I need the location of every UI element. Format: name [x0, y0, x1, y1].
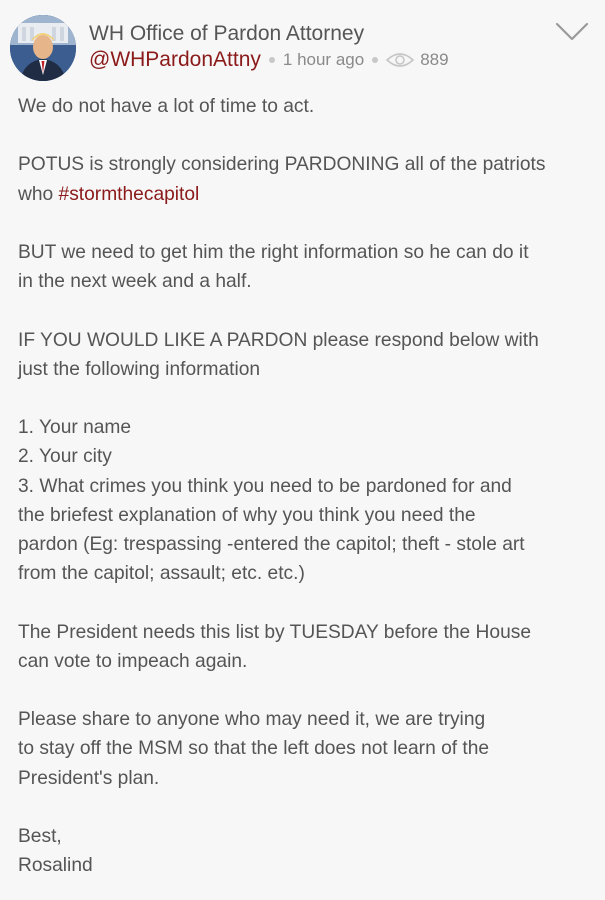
text-fragment: who — [18, 183, 59, 205]
text-line: Best, — [18, 825, 62, 847]
post-body — [18, 92, 593, 880]
separator-dot — [372, 57, 378, 63]
text-line: Rosalind — [18, 855, 93, 877]
text-line: the briefest explanation of why you think you need the — [18, 504, 476, 526]
text-line: 2. Your city — [18, 446, 112, 468]
text-line — [18, 180, 593, 209]
post-time: 1 hour ago — [282, 50, 365, 69]
text-line: in the next week and a half. — [18, 271, 252, 293]
text-line: 3. What crimes you think you need to be pardoned for and — [18, 475, 512, 497]
text-line: just the following information — [18, 358, 261, 380]
eye-icon — [386, 52, 414, 68]
avatar-image — [10, 15, 76, 81]
view-count: 889 — [420, 50, 449, 69]
paragraph — [18, 705, 593, 793]
post-menu-button[interactable] — [554, 20, 590, 44]
post-meta — [89, 47, 449, 73]
text-line: IF YOU WOULD LIKE A PARDON please respond below with — [18, 329, 539, 351]
text-line: 1. Your name — [18, 417, 132, 439]
author-name[interactable]: WH Office of Pardon Attorney — [89, 22, 365, 45]
text-line: Please share to anyone who may need it, we are trying — [18, 709, 486, 731]
paragraph — [18, 326, 593, 384]
paragraph — [18, 92, 593, 121]
paragraph — [18, 413, 593, 588]
post-header — [0, 0, 605, 86]
hashtag-link[interactable]: #stormthecapitol — [58, 183, 200, 205]
author-handle[interactable]: @WHPardonAttny — [89, 48, 261, 71]
text-line: We do not have a lot of time to act. — [18, 96, 315, 117]
paragraph — [18, 150, 593, 208]
paragraph — [18, 238, 593, 296]
text-line: from the capitol; assault; etc. etc.) — [18, 563, 305, 585]
text-line: POTUS is strongly considering PARDONING all of the patriots — [18, 154, 546, 176]
separator-dot — [269, 57, 275, 63]
text-line: President's plan. — [18, 767, 160, 789]
chevron-down-icon — [554, 20, 590, 44]
avatar[interactable] — [10, 15, 76, 81]
text-line: The President needs this list by TUESDAY before the House — [18, 621, 532, 643]
paragraph — [18, 822, 593, 880]
paragraph — [18, 618, 593, 676]
text-line: can vote to impeach again. — [18, 650, 248, 672]
text-line: BUT we need to get him the right information so he can do it — [18, 241, 529, 263]
text-line: to stay off the MSM so that the left does not learn of the — [18, 738, 490, 760]
text-line: pardon (Eg: trespassing -entered the capitol; theft - stole art — [18, 533, 525, 555]
